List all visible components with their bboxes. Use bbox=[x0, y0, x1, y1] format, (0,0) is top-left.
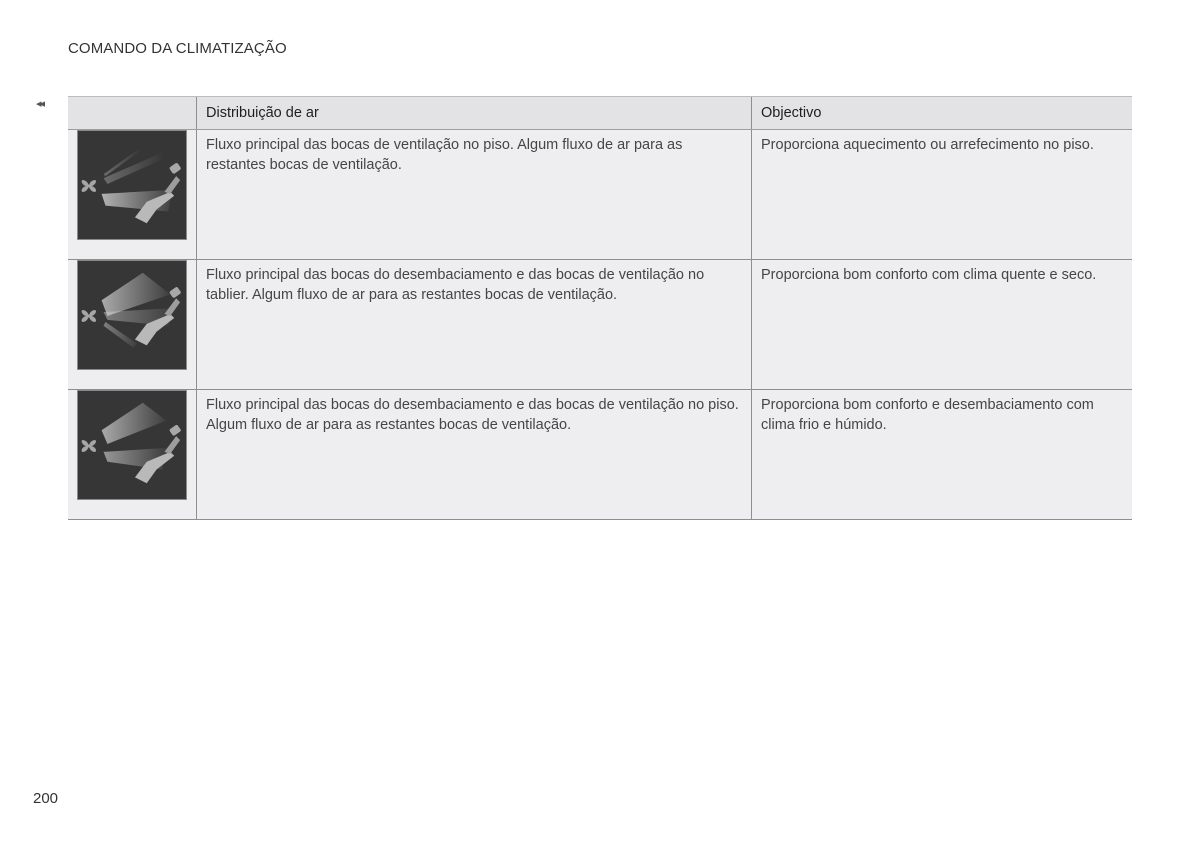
table-header-row bbox=[68, 97, 1132, 130]
page-title: COMANDO DA CLIMATIZAÇÃO bbox=[68, 40, 287, 57]
distribution-cell: Fluxo principal das bocas do desembaciamento e das bocas de ventilação no piso. Algum fluxo de ar para as restantes bocas de ventilação. bbox=[197, 390, 752, 520]
defrost-floor-airflow-illustration-icon bbox=[77, 390, 187, 500]
airflow-table bbox=[68, 96, 1132, 520]
table-row bbox=[68, 390, 1132, 520]
distribution-cell: Fluxo principal das bocas do desembaciamento e das bocas de ventilação no tablier. Algum fluxo de ar para as restantes bocas de ventilação. bbox=[197, 260, 752, 390]
objective-cell: Proporciona bom conforto e desembaciamento com clima frio e húmido. bbox=[752, 390, 1133, 520]
objective-cell: Proporciona bom conforto com clima quente e seco. bbox=[752, 260, 1133, 390]
illustration-cell bbox=[68, 130, 197, 260]
back-arrow-icon[interactable]: ◂◂ bbox=[36, 98, 44, 110]
distribution-cell: Fluxo principal das bocas de ventilação no piso. Algum fluxo de ar para as restantes bocas de ventilação. bbox=[197, 130, 752, 260]
illustration-cell bbox=[68, 390, 197, 520]
defrost-dash-airflow-illustration-icon bbox=[77, 260, 187, 370]
page-number: 200 bbox=[33, 790, 59, 807]
header-cell-distribution: Distribuição de ar bbox=[197, 97, 752, 130]
floor-airflow-illustration-icon bbox=[77, 130, 187, 240]
objective-cell: Proporciona aquecimento ou arrefecimento no piso. bbox=[752, 130, 1133, 260]
header-cell-objective: Objectivo bbox=[752, 97, 1133, 130]
header-cell-image bbox=[68, 97, 197, 130]
table-row bbox=[68, 130, 1132, 260]
table-row bbox=[68, 260, 1132, 390]
illustration-cell bbox=[68, 260, 197, 390]
